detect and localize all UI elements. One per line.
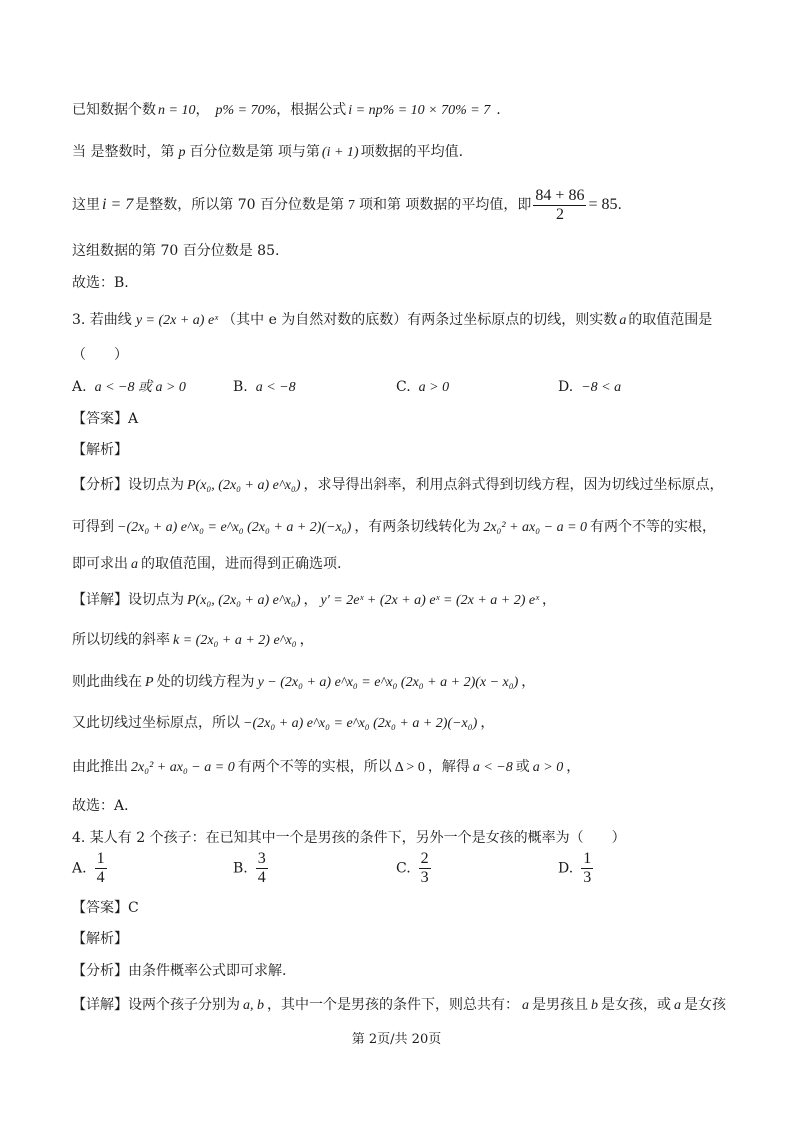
math: P(x₀, (2x₀ + a) e^x₀) (187, 478, 301, 493)
text-line: 故选：B. (72, 275, 129, 291)
math: i = 7 (102, 196, 134, 213)
text: 由此推出 (72, 759, 128, 775)
math: a > 0 (418, 380, 450, 395)
text: （其中 e 为自然对数的底数）有两条过坐标原点的切线，则实数 (222, 312, 618, 328)
text: 【详解】设两个孩子分别为 (72, 997, 240, 1013)
text: ， (303, 592, 318, 608)
text-line (72, 142, 463, 163)
option-a (72, 850, 109, 887)
option-c (396, 850, 433, 887)
math: y = (2x + a) eˣ (135, 313, 219, 328)
text: . (617, 197, 622, 213)
answer-line: 【答案】A (72, 411, 139, 427)
text: 有两个不等的实根，所以 (237, 759, 392, 775)
text: 百分位数是第 项与第 (189, 144, 320, 160)
math: P (145, 675, 154, 690)
math: n = 10 (158, 103, 196, 118)
detail-line (72, 672, 535, 693)
math: a (522, 998, 529, 1013)
fraction-numerator: 2 (420, 850, 429, 867)
option-d (558, 377, 621, 398)
math: y′ = 2eˣ + (2x + a) eˣ = (2x + a + 2) eˣ (320, 593, 540, 608)
math: i = np% = 10 × 70% = 7 (348, 103, 491, 118)
text: 处的切线方程为 (156, 674, 255, 690)
text: ，有两条切线转化为 (354, 519, 481, 535)
text: 项和第 项数据的平均值，即 (358, 197, 532, 213)
fraction-denominator: 4 (257, 869, 266, 886)
fraction-denominator: 3 (583, 869, 592, 886)
text: 的取值范围是 (628, 312, 713, 328)
math: Δ > 0 (394, 760, 425, 775)
fraction (95, 850, 107, 887)
fraction-denominator: 3 (420, 869, 429, 886)
math: P(x₀, (2x₀ + a) e^x₀) (187, 593, 301, 608)
text: ， (521, 674, 536, 690)
math: a (619, 313, 627, 328)
math: −(2x₀ + a) e^x₀ = e^x₀ (2x₀ + a + 2)(−x₀) (117, 520, 352, 535)
text: 是男孩且 (532, 997, 588, 1013)
option-d (558, 850, 595, 887)
text: ， (480, 715, 495, 731)
text: ，其中一个是男孩的条件下，则总共有： (267, 997, 519, 1013)
option-label: B. (233, 860, 248, 877)
fraction-numerator: 3 (257, 850, 266, 867)
text: ，解得 (427, 759, 470, 775)
math: p (178, 145, 186, 160)
detail-line (72, 713, 494, 734)
fraction-numerator: 84 + 86 (535, 186, 585, 204)
math: (i + 1) (321, 145, 359, 160)
text-line: 这组数据的第 70 百分位数是 85. (72, 243, 280, 259)
option-b (233, 850, 270, 887)
math: a > 0 (532, 760, 564, 775)
fraction-denominator: 4 (96, 869, 105, 886)
option-label: D. (558, 379, 574, 395)
text: 则此曲线在 (72, 674, 142, 690)
detail-line (72, 630, 314, 651)
math: k = (2x₀ + a + 2) e^x₀ (173, 633, 297, 648)
math: a < −8 (472, 760, 513, 775)
analysis-line (72, 475, 724, 496)
option-b (233, 377, 296, 398)
text: 的取值范围，进而得到正确选项. (141, 556, 342, 572)
option-label: A. (72, 860, 87, 877)
option-label: B. (233, 379, 248, 395)
text: 已知数据个数 (72, 102, 156, 118)
text: ， (542, 592, 557, 608)
math: a (131, 557, 138, 572)
detail-line (72, 757, 580, 778)
math: a < −8 或 a > 0 (94, 380, 186, 395)
question-stem (72, 310, 712, 331)
math: −(2x₀ + a) e^x₀ = e^x₀ (2x₀ + a + 2)(−x₀) (243, 716, 478, 731)
text: 是女孩 (684, 997, 726, 1013)
text: ，求导得出斜率，利用点斜式得到切线方程，因为切线过坐标原点， (303, 477, 724, 493)
math: p% = 70% (215, 103, 277, 118)
text: ， (566, 759, 581, 775)
text: 可得到 (72, 519, 114, 535)
analysis-line (72, 517, 716, 538)
analysis-line (72, 554, 341, 575)
text: 【详解】设切点为 (72, 592, 184, 608)
text: . (496, 102, 501, 118)
text-line (72, 185, 622, 226)
page-footer: 第 2页/共 20页 (351, 1032, 442, 1047)
analysis-line: 【分析】由条件概率公式即可求解. (72, 963, 287, 979)
text: 又此切线过坐标原点，所以 (72, 715, 240, 731)
fraction (419, 850, 431, 887)
answer-paren: （ ） (72, 347, 128, 363)
text: 是女孩，或 (601, 997, 671, 1013)
fraction (581, 850, 593, 887)
math: y − (2x₀ + a) e^x₀ = e^x₀ (2x₀ + a + 2)(x − x₀) (257, 675, 519, 690)
fraction-numerator: 1 (583, 850, 592, 867)
text: 项数据的平均值. (360, 144, 464, 160)
fraction (533, 187, 586, 224)
text: 或 (515, 759, 530, 775)
choose-line: 故选：A． (72, 798, 139, 814)
option-label: C. (396, 860, 411, 877)
math: 2x₀² + ax₀ − a = 0 (131, 760, 235, 775)
answer-line: 【答案】C (72, 900, 139, 916)
text-line (72, 100, 501, 121)
math: −8 < a (581, 380, 622, 395)
fraction-denominator: 2 (555, 205, 564, 223)
analysis-heading: 【解析】 (72, 442, 128, 458)
text: 这里 (72, 197, 100, 213)
detail-line (72, 590, 556, 611)
math: b (591, 998, 598, 1013)
text: 3. 若曲线 (72, 312, 132, 328)
question-stem: 4. 某人有 2 个孩子：在已知其中一个是男孩的条件下，另外一个是女孩的概率为（ ） (72, 830, 626, 846)
option-c (396, 377, 449, 398)
math: a, b (243, 998, 264, 1013)
option-label: D. (558, 860, 574, 877)
detail-line (72, 995, 726, 1016)
text: 是整数，所以第 70 百分位数是第 (135, 197, 344, 213)
text: 【分析】设切点为 (72, 477, 184, 493)
fraction (256, 850, 268, 887)
option-label: A. (72, 379, 87, 395)
fraction-numerator: 1 (96, 850, 105, 867)
text: ，根据公式 (276, 102, 347, 118)
math: 7 (347, 198, 355, 213)
text: 当 是整数时，第 (72, 144, 175, 160)
text: ， (195, 102, 210, 118)
math: 2x₀² + ax₀ − a = 0 (483, 520, 588, 535)
text: 即可求出 (72, 556, 128, 572)
analysis-heading: 【解析】 (72, 931, 128, 947)
math: = 85 (588, 196, 618, 213)
text: 有两个不等的实根， (590, 519, 717, 535)
text: 所以切线的斜率 (72, 632, 170, 648)
text: ， (299, 632, 314, 648)
option-a (72, 377, 186, 398)
math: a (674, 998, 681, 1013)
math: a < −8 (255, 380, 296, 395)
option-label: C. (396, 379, 411, 395)
